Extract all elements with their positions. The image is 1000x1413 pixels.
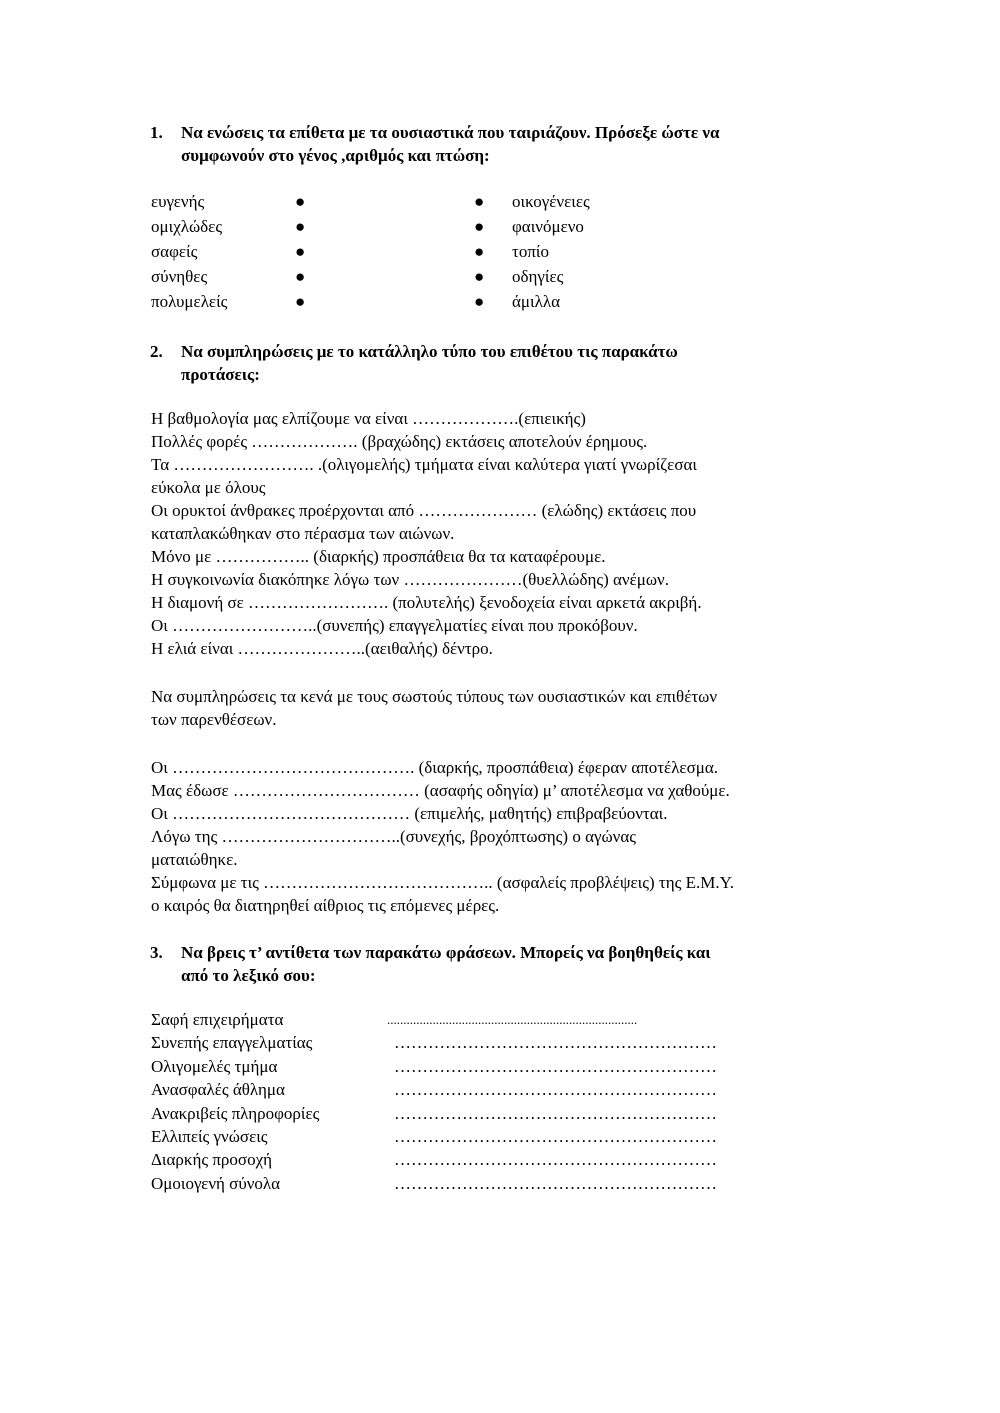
bullet-right[interactable]: ●	[474, 217, 485, 236]
antonym-row	[151, 1057, 851, 1080]
sentence: Οι ……………………..(συνεπής) επαγγελματίες είναι που προκόβουν.	[151, 616, 638, 635]
bullet-left[interactable]: ●	[295, 192, 306, 211]
sentence: Οι ορυκτοί άνθρακες προέρχονται από ………………… (ελώδης) εκτάσεις που	[151, 501, 697, 520]
bullet-left[interactable]: ●	[295, 217, 306, 236]
answer-blank[interactable]: …………………………………………………	[394, 1150, 717, 1170]
sentence: καταπλακώθηκαν στο πέρασμα των αιώνων.	[151, 524, 455, 543]
instruction-line1: Να συμπληρώσεις τα κενά με τους σωστούς τύπους των ουσιαστικών και επιθέτων	[151, 687, 718, 706]
match-row	[151, 267, 631, 292]
sentence: Τα ……………………. .(ολιγομελής) τμήματα είναι καλύτερα γιατί γνωρίζεσαι	[151, 455, 697, 474]
question-2-title-line2: προτάσεις:	[181, 365, 260, 384]
question-3-title-line1: Να βρεις τ’ αντίθετα των παρακάτω φράσεων. Μπορείς να βοηθηθείς και	[181, 943, 711, 962]
adjective: σύνηθες	[151, 267, 208, 286]
noun: οδηγίες	[512, 267, 564, 286]
sentence: Η βαθμολογία μας ελπίζουμε να είναι ……………….(επιεικής)	[151, 409, 586, 428]
fill-in-sentences-2	[151, 756, 851, 917]
phrase: Συνεπής επαγγελματίας	[151, 1033, 313, 1053]
sentence: Η διαμονή σε ……………………. (πολυτελής) ξενοδοχεία είναι αρκετά ακριβή.	[151, 593, 702, 612]
phrase: Διαρκής προσοχή	[151, 1150, 273, 1170]
question-1-title-line2: συμφωνούν στο γένος ,αριθμός και πτώση:	[181, 146, 490, 165]
match-row	[151, 192, 631, 217]
sentence: Η ελιά είναι …………………..(αειθαλής) δέντρο.	[151, 639, 493, 658]
answer-blank[interactable]: …………………………………………………	[394, 1126, 717, 1146]
phrase: Ανακριβείς πληροφορίες	[151, 1103, 320, 1123]
bullet-right[interactable]: ●	[474, 292, 485, 311]
adjective: σαφείς	[151, 242, 198, 261]
matching-exercise	[151, 192, 631, 317]
adjective: ευγενής	[151, 192, 205, 211]
bullet-left[interactable]: ●	[295, 292, 306, 311]
bullet-left[interactable]: ●	[295, 267, 306, 286]
sentence: Η συγκοινωνία διακόπηκε λόγω των …………………(θυελλώδης) ανέμων.	[151, 570, 669, 589]
sentence: ο καιρός θα διατηρηθεί αίθριος τις επόμενες μέρες.	[151, 896, 500, 915]
phrase: Ολιγομελές τμήμα	[151, 1056, 278, 1076]
instruction-line2: των παρενθέσεων.	[151, 710, 277, 729]
match-row	[151, 292, 631, 317]
sentence: Οι …………………………………… (επιμελής, μαθητής) επιβραβεύονται.	[151, 804, 668, 823]
adjective: πολυμελείς	[151, 292, 228, 311]
antonym-row	[151, 1127, 851, 1150]
antonym-row	[151, 1010, 851, 1033]
question-2-number: 2.	[150, 342, 163, 361]
question-1-title-line1: Να ενώσεις τα επίθετα με τα ουσιαστικά που ταιριάζουν. Πρόσεξε ώστε να	[181, 123, 720, 142]
sentence: Μας έδωσε …………………………… (ασαφής οδηγία) μ’ αποτέλεσμα να χαθούμε.	[151, 781, 730, 800]
antonyms-list	[151, 1010, 851, 1197]
answer-blank[interactable]: …………………………………………………	[394, 1173, 717, 1193]
sentence: Οι ……………………………………. (διαρκής, προσπάθεια) έφεραν αποτέλεσμα.	[151, 758, 719, 777]
antonym-row	[151, 1104, 851, 1127]
sentence: Λόγω της …………………………..(συνεχής, βροχόπτωσης) ο αγώνας	[151, 827, 637, 846]
answer-blank[interactable]: …………………………………………………	[394, 1103, 717, 1123]
answer-blank[interactable]: …………………………………………………	[394, 1033, 717, 1053]
antonym-row	[151, 1174, 851, 1197]
antonym-row	[151, 1080, 851, 1103]
bullet-right[interactable]: ●	[474, 267, 485, 286]
phrase: Ανασφαλές άθλημα	[151, 1080, 285, 1100]
phrase: Σαφή επιχειρήματα	[151, 1010, 284, 1029]
sentence: εύκολα με όλους	[151, 478, 266, 497]
antonym-row	[151, 1150, 851, 1173]
sentence: Μόνο με …………….. (διαρκής) προσπάθεια θα τα καταφέρουμε.	[151, 547, 606, 566]
sentence: ματαιώθηκε.	[151, 850, 238, 869]
bullet-right[interactable]: ●	[474, 192, 485, 211]
noun: τοπίο	[512, 242, 549, 261]
noun: οικογένειες	[512, 192, 590, 211]
instruction	[151, 685, 851, 731]
bullet-left[interactable]: ●	[295, 242, 306, 261]
antonym-row	[151, 1033, 851, 1056]
phrase: Ομοιογενή σύνολα	[151, 1173, 281, 1193]
question-1-number: 1.	[150, 123, 163, 142]
bullet-right[interactable]: ●	[474, 242, 485, 261]
noun: φαινόμενο	[512, 217, 584, 236]
phrase: Ελλιπείς γνώσεις	[151, 1126, 268, 1146]
answer-blank[interactable]: …………………………………………………	[394, 1080, 717, 1100]
match-row	[151, 217, 631, 242]
fill-in-sentences	[151, 407, 851, 660]
question-3-title-line2: από το λεξικό σου:	[181, 966, 316, 985]
sentence: Σύμφωνα με τις ………………………………….. (ασφαλείς προβλέψεις) της Ε.Μ.Υ.	[151, 873, 735, 892]
question-2-title-line1: Να συμπληρώσεις με το κατάλληλο τύπο του επιθέτου τις παρακάτω	[181, 342, 678, 361]
question-3-number: 3.	[150, 943, 163, 962]
match-row	[151, 242, 631, 267]
adjective: ομιχλώδες	[151, 217, 223, 236]
answer-blank[interactable]: …………………………………………………	[394, 1056, 717, 1076]
answer-blank[interactable]: .............................................................................	[387, 1012, 638, 1027]
noun: άμιλλα	[512, 292, 560, 311]
sentence: Πολλές φορές ………………. (βραχώδης) εκτάσεις αποτελούν έρημους.	[151, 432, 648, 451]
